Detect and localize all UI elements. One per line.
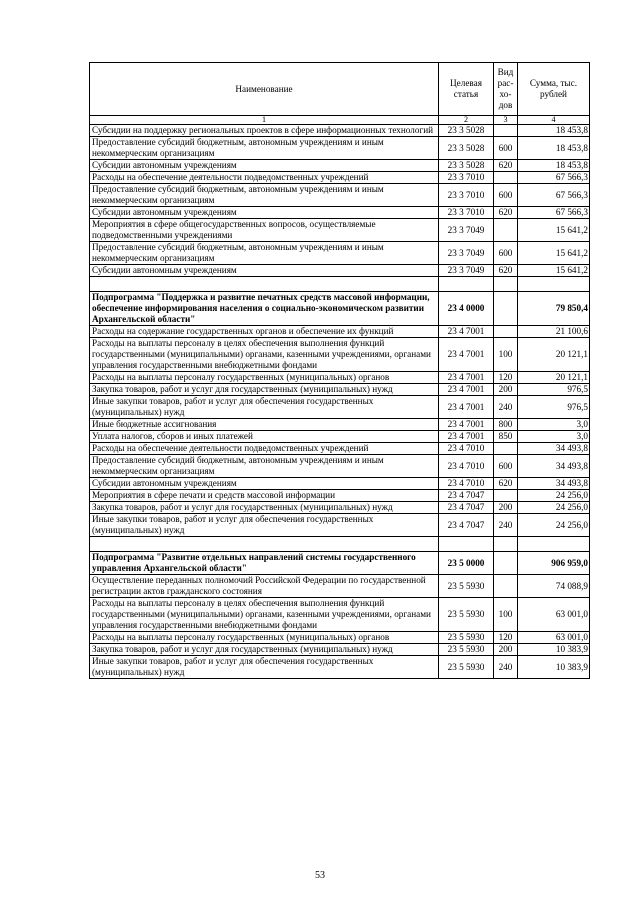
expense-type-cell bbox=[494, 443, 518, 455]
table-body bbox=[90, 125, 590, 679]
spacer-cell bbox=[494, 537, 518, 552]
expense-type-cell: 620 bbox=[494, 478, 518, 490]
item-name-cell: Субсидии автономным учреждениям bbox=[90, 207, 439, 219]
item-name-cell: Субсидии автономным учреждениям bbox=[90, 265, 439, 277]
target-article-cell: 23 4 7001 bbox=[439, 338, 494, 372]
expense-type-cell bbox=[494, 552, 518, 575]
spacer-cell bbox=[494, 277, 518, 292]
expense-type-cell bbox=[494, 292, 518, 326]
amount-cell: 20 121,1 bbox=[518, 372, 590, 384]
item-name-cell: Иные бюджетные ассигнования bbox=[90, 419, 439, 431]
amount-cell: 10 383,9 bbox=[518, 656, 590, 679]
amount-cell: 15 641,2 bbox=[518, 219, 590, 242]
item-name-cell: Субсидии автономным учреждениям bbox=[90, 160, 439, 172]
amount-cell: 67 566,3 bbox=[518, 207, 590, 219]
target-article-cell: 23 4 7010 bbox=[439, 455, 494, 478]
target-article-cell: 23 5 5930 bbox=[439, 644, 494, 656]
table-row bbox=[90, 598, 590, 632]
target-article-cell: 23 3 7010 bbox=[439, 172, 494, 184]
subprogram-row bbox=[90, 292, 590, 326]
item-name-cell: Иные закупки товаров, работ и услуг для обеспечения государственных (муниципальных) нужд bbox=[90, 656, 439, 679]
table-row bbox=[90, 372, 590, 384]
table-row bbox=[90, 514, 590, 537]
table-row bbox=[90, 575, 590, 598]
target-article-cell: 23 3 5028 bbox=[439, 137, 494, 160]
amount-cell: 67 566,3 bbox=[518, 172, 590, 184]
table-row bbox=[90, 644, 590, 656]
column-number: 1 bbox=[90, 116, 439, 125]
expense-type-cell: 620 bbox=[494, 265, 518, 277]
expense-type-cell: 100 bbox=[494, 338, 518, 372]
target-article-cell: 23 3 5028 bbox=[439, 160, 494, 172]
target-article-cell: 23 5 5930 bbox=[439, 598, 494, 632]
expense-type-cell: 240 bbox=[494, 656, 518, 679]
item-name-cell: Иные закупки товаров, работ и услуг для обеспечения государственных (муниципальных) нужд bbox=[90, 396, 439, 419]
item-name-cell: Мероприятия в сфере печати и средств массовой информации bbox=[90, 490, 439, 502]
amount-cell: 63 001,0 bbox=[518, 632, 590, 644]
expense-type-cell: 600 bbox=[494, 242, 518, 265]
item-name-cell: Расходы на содержание государственных органов и обеспечение их функций bbox=[90, 326, 439, 338]
column-number: 4 bbox=[518, 116, 590, 125]
amount-cell: 21 100,6 bbox=[518, 326, 590, 338]
expense-type-cell: 600 bbox=[494, 137, 518, 160]
expense-type-cell: 620 bbox=[494, 160, 518, 172]
target-article-cell: 23 5 5930 bbox=[439, 632, 494, 644]
expense-type-cell: 620 bbox=[494, 207, 518, 219]
target-article-cell: 23 4 7010 bbox=[439, 478, 494, 490]
expense-type-cell: 850 bbox=[494, 431, 518, 443]
expense-type-cell bbox=[494, 219, 518, 242]
expense-type-cell bbox=[494, 575, 518, 598]
item-name-cell: Предоставление субсидий бюджетным, автономным учреждениям и иным некоммерческим организациям bbox=[90, 184, 439, 207]
table-row bbox=[90, 137, 590, 160]
expense-type-cell bbox=[494, 172, 518, 184]
target-article-cell: 23 3 5028 bbox=[439, 125, 494, 137]
item-name-cell: Предоставление субсидий бюджетным, автономным учреждениям и иным некоммерческим организациям bbox=[90, 242, 439, 265]
expense-type-cell: 120 bbox=[494, 372, 518, 384]
target-article-cell: 23 4 7047 bbox=[439, 490, 494, 502]
expense-type-cell bbox=[494, 490, 518, 502]
target-article-cell: 23 3 7049 bbox=[439, 219, 494, 242]
header-expense-type-l2: рас- bbox=[497, 78, 514, 88]
table-row bbox=[90, 455, 590, 478]
item-name-cell: Расходы на выплаты персоналу государственных (муниципальных) органов bbox=[90, 372, 439, 384]
header-expense-type-l4: дов bbox=[498, 100, 513, 110]
target-article-cell: 23 4 7001 bbox=[439, 326, 494, 338]
target-article-cell: 23 4 7010 bbox=[439, 443, 494, 455]
spacer-cell bbox=[439, 277, 494, 292]
target-article-cell: 23 4 7047 bbox=[439, 502, 494, 514]
column-number: 2 bbox=[439, 116, 494, 125]
spacer-row bbox=[90, 537, 590, 552]
item-name-cell: Закупка товаров, работ и услуг для государственных (муниципальных) нужд bbox=[90, 384, 439, 396]
item-name-cell: Осуществление переданных полномочий Российской Федерации по государственной регистрации актов гражданского состояния bbox=[90, 575, 439, 598]
amount-cell: 20 121,1 bbox=[518, 338, 590, 372]
target-article-cell: 23 5 0000 bbox=[439, 552, 494, 575]
item-name-cell: Подпрограмма "Поддержка и развитие печатных средств массовой информации, обеспечение информирования населения о социально-экономическом развитии Архангельской области" bbox=[90, 292, 439, 326]
item-name-cell: Расходы на обеспечение деятельности подведомственных учреждений bbox=[90, 172, 439, 184]
spacer-cell bbox=[518, 277, 590, 292]
header-sum: Сумма, тыс. рублей bbox=[518, 63, 590, 116]
item-name-cell: Предоставление субсидий бюджетным, автономным учреждениям и иным некоммерческим организациям bbox=[90, 137, 439, 160]
amount-cell: 18 453,8 bbox=[518, 137, 590, 160]
table-row bbox=[90, 656, 590, 679]
amount-cell: 18 453,8 bbox=[518, 125, 590, 137]
item-name-cell: Иные закупки товаров, работ и услуг для обеспечения государственных (муниципальных) нужд bbox=[90, 514, 439, 537]
amount-cell: 906 959,0 bbox=[518, 552, 590, 575]
table-row bbox=[90, 326, 590, 338]
table-row bbox=[90, 160, 590, 172]
table-row bbox=[90, 396, 590, 419]
item-name-cell: Мероприятия в сфере общегосударственных вопросов, осуществляемые подведомственными учреждениями bbox=[90, 219, 439, 242]
target-article-cell: 23 5 5930 bbox=[439, 656, 494, 679]
amount-cell: 34 493,8 bbox=[518, 443, 590, 455]
amount-cell: 63 001,0 bbox=[518, 598, 590, 632]
target-article-cell: 23 4 7001 bbox=[439, 396, 494, 419]
item-name-cell: Расходы на выплаты персоналу государственных (муниципальных) органов bbox=[90, 632, 439, 644]
expense-type-cell: 120 bbox=[494, 632, 518, 644]
amount-cell: 3,0 bbox=[518, 419, 590, 431]
table-row bbox=[90, 242, 590, 265]
table-row bbox=[90, 478, 590, 490]
header-target-article: Целевая статья bbox=[439, 63, 494, 116]
header-expense-type-l3: хо- bbox=[499, 89, 512, 99]
target-article-cell: 23 3 7010 bbox=[439, 184, 494, 207]
table-header-row bbox=[90, 63, 590, 116]
table-row bbox=[90, 419, 590, 431]
item-name-cell: Предоставление субсидий бюджетным, автономным учреждениям и иным некоммерческим организациям bbox=[90, 455, 439, 478]
table-row bbox=[90, 338, 590, 372]
target-article-cell: 23 4 7001 bbox=[439, 372, 494, 384]
table-row bbox=[90, 207, 590, 219]
page-number: 53 bbox=[315, 870, 325, 881]
item-name-cell: Субсидии на поддержку региональных проектов в сфере информационных технологий bbox=[90, 125, 439, 137]
expense-type-cell: 800 bbox=[494, 419, 518, 431]
table-row bbox=[90, 490, 590, 502]
table-row bbox=[90, 265, 590, 277]
item-name-cell: Уплата налогов, сборов и иных платежей bbox=[90, 431, 439, 443]
expense-type-cell bbox=[494, 125, 518, 137]
target-article-cell: 23 4 0000 bbox=[439, 292, 494, 326]
table-row bbox=[90, 384, 590, 396]
header-expense-type-l1: Вид bbox=[497, 67, 514, 77]
item-name-cell: Субсидии автономным учреждениям bbox=[90, 478, 439, 490]
amount-cell: 15 641,2 bbox=[518, 265, 590, 277]
amount-cell: 79 850,4 bbox=[518, 292, 590, 326]
amount-cell: 976,5 bbox=[518, 396, 590, 419]
item-name-cell: Закупка товаров, работ и услуг для государственных (муниципальных) нужд bbox=[90, 502, 439, 514]
spacer-cell bbox=[439, 537, 494, 552]
item-name-cell: Подпрограмма "Развитие отдельных направлений системы государственного управления Архангельской области" bbox=[90, 552, 439, 575]
header-expense-type bbox=[494, 63, 518, 116]
target-article-cell: 23 3 7049 bbox=[439, 242, 494, 265]
target-article-cell: 23 4 7001 bbox=[439, 419, 494, 431]
item-name-cell: Расходы на выплаты персоналу в целях обеспечения выполнения функций государственными (муниципальными) органами, казенными учреждениями, органами управления государственными внебюджетными фондами bbox=[90, 598, 439, 632]
expense-type-cell: 600 bbox=[494, 455, 518, 478]
target-article-cell: 23 4 7001 bbox=[439, 384, 494, 396]
item-name-cell: Расходы на выплаты персоналу в целях обеспечения выполнения функций государственными (муниципальными) органами, казенными учреждениями, органами управления государственными внебюджетными фондами bbox=[90, 338, 439, 372]
amount-cell: 18 453,8 bbox=[518, 160, 590, 172]
table-row bbox=[90, 219, 590, 242]
spacer-cell bbox=[90, 277, 439, 292]
amount-cell: 67 566,3 bbox=[518, 184, 590, 207]
spacer-row bbox=[90, 277, 590, 292]
expense-type-cell: 200 bbox=[494, 644, 518, 656]
amount-cell: 976,5 bbox=[518, 384, 590, 396]
target-article-cell: 23 4 7001 bbox=[439, 431, 494, 443]
target-article-cell: 23 3 7049 bbox=[439, 265, 494, 277]
amount-cell: 15 641,2 bbox=[518, 242, 590, 265]
expense-type-cell: 240 bbox=[494, 396, 518, 419]
expense-type-cell: 200 bbox=[494, 384, 518, 396]
table-row bbox=[90, 502, 590, 514]
amount-cell: 34 493,8 bbox=[518, 478, 590, 490]
amount-cell: 24 256,0 bbox=[518, 514, 590, 537]
table-row bbox=[90, 431, 590, 443]
table-row bbox=[90, 632, 590, 644]
target-article-cell: 23 5 5930 bbox=[439, 575, 494, 598]
target-article-cell: 23 3 7010 bbox=[439, 207, 494, 219]
expense-type-cell: 100 bbox=[494, 598, 518, 632]
amount-cell: 24 256,0 bbox=[518, 502, 590, 514]
expense-type-cell: 240 bbox=[494, 514, 518, 537]
spacer-cell bbox=[518, 537, 590, 552]
spacer-cell bbox=[90, 537, 439, 552]
item-name-cell: Закупка товаров, работ и услуг для государственных (муниципальных) нужд bbox=[90, 644, 439, 656]
amount-cell: 3,0 bbox=[518, 431, 590, 443]
header-name: Наименование bbox=[90, 63, 439, 116]
table-row bbox=[90, 443, 590, 455]
table-row bbox=[90, 184, 590, 207]
table-row bbox=[90, 125, 590, 137]
column-number-row bbox=[90, 116, 590, 125]
subprogram-row bbox=[90, 552, 590, 575]
expense-type-cell: 200 bbox=[494, 502, 518, 514]
target-article-cell: 23 4 7047 bbox=[439, 514, 494, 537]
item-name-cell: Расходы на обеспечение деятельности подведомственных учреждений bbox=[90, 443, 439, 455]
amount-cell: 10 383,9 bbox=[518, 644, 590, 656]
amount-cell: 34 493,8 bbox=[518, 455, 590, 478]
column-number: 3 bbox=[494, 116, 518, 125]
amount-cell: 24 256,0 bbox=[518, 490, 590, 502]
table-row bbox=[90, 172, 590, 184]
amount-cell: 74 088,9 bbox=[518, 575, 590, 598]
budget-table bbox=[89, 62, 590, 679]
expense-type-cell: 600 bbox=[494, 184, 518, 207]
expense-type-cell bbox=[494, 326, 518, 338]
